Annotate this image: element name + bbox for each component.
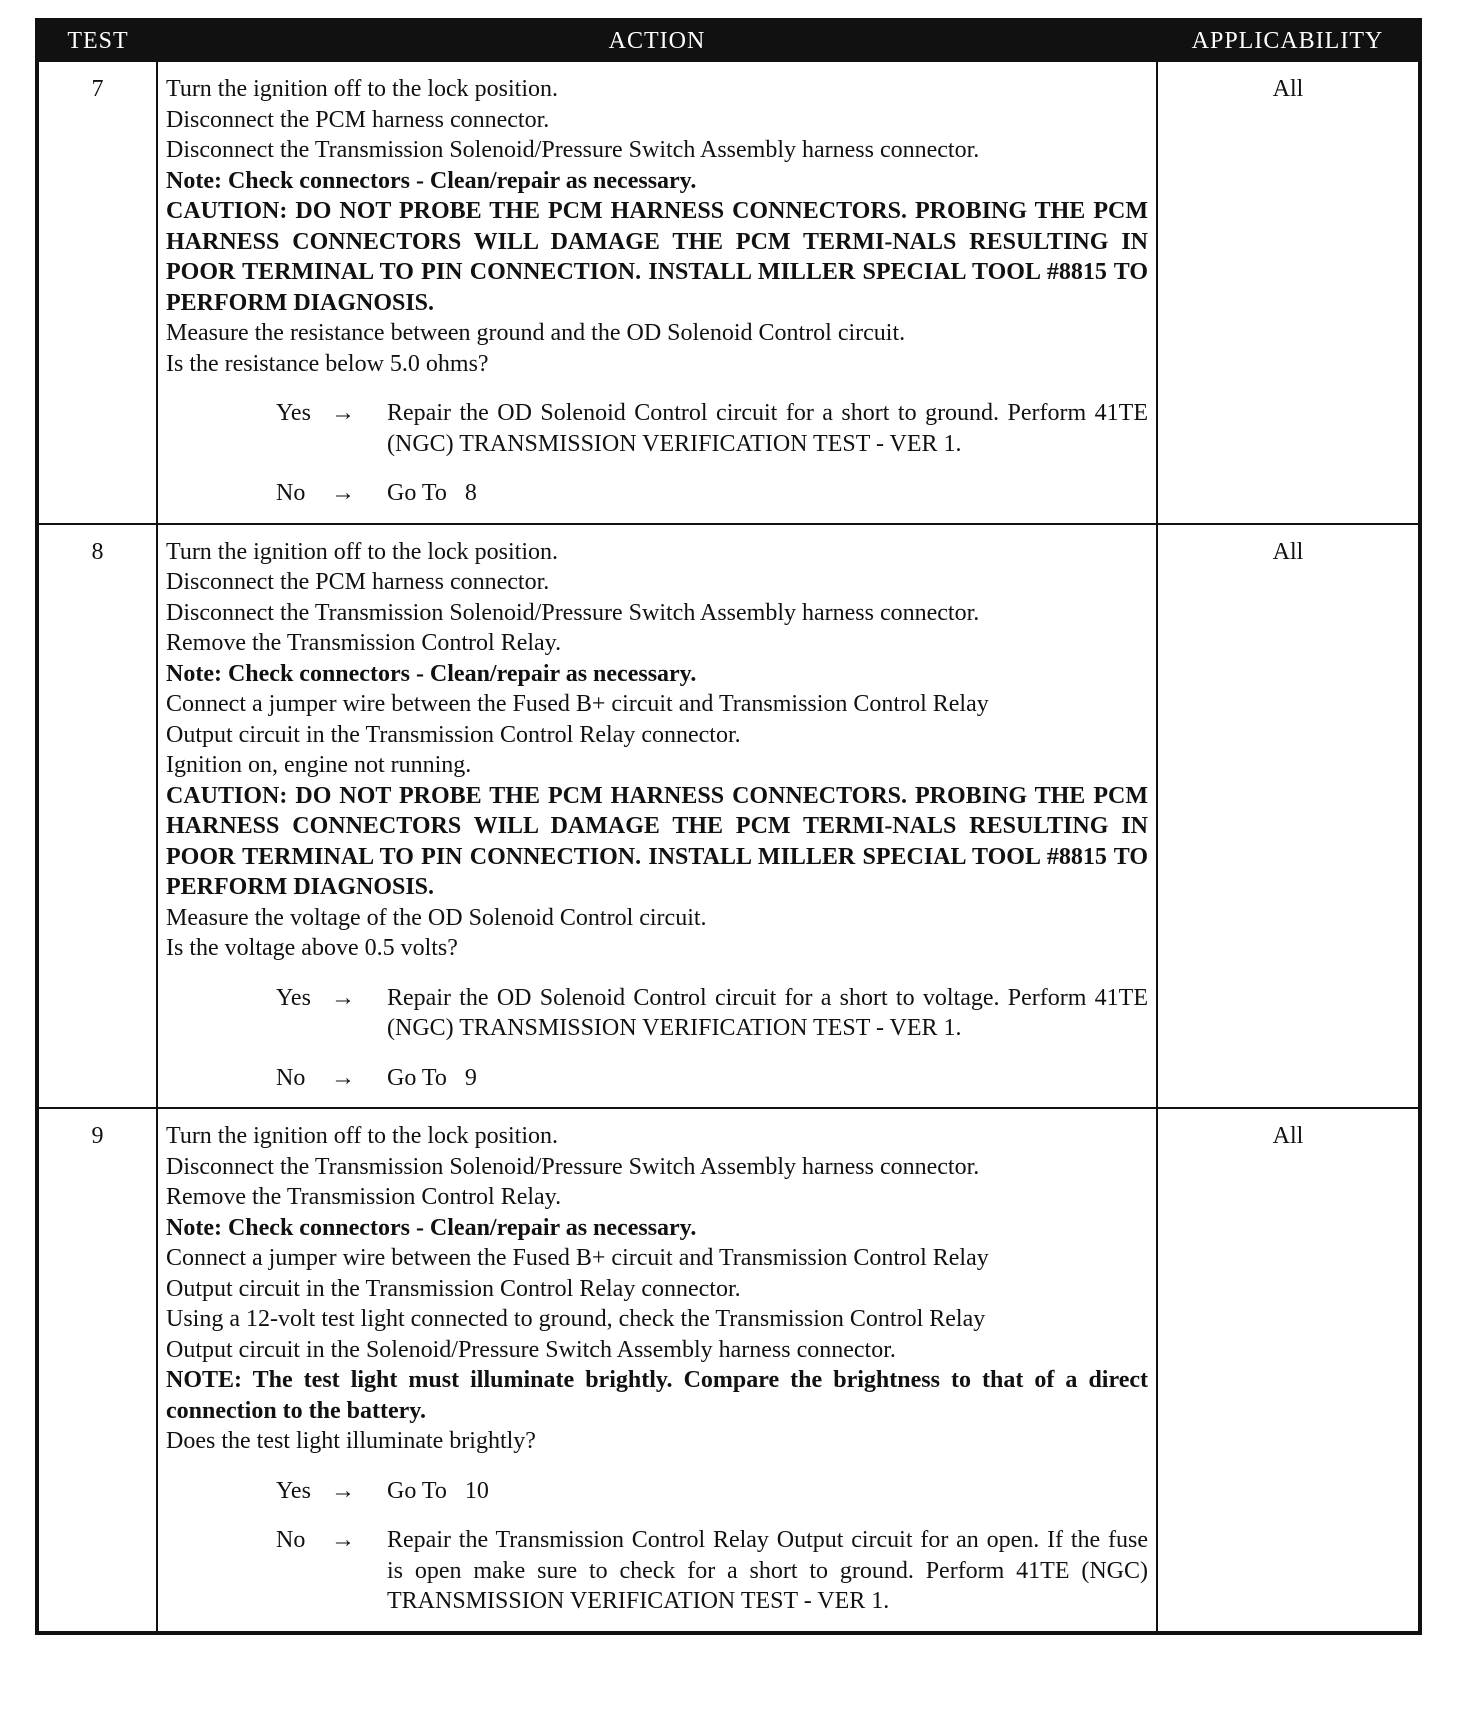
applicability-cell: All <box>1157 524 1420 1109</box>
yes-answer <box>166 983 1148 1044</box>
action-step: Disconnect the PCM harness connector. <box>166 106 550 133</box>
note-bold-text: NOTE: The test light must illuminate brightly. Compare the brightness to that of a direct connection to the battery. <box>166 1367 1148 1424</box>
no-text: Go To 9 <box>387 1064 477 1091</box>
note-text: Note: Check connectors - Clean/repair as necessary. <box>166 167 697 194</box>
question-text: Does the test light illuminate brightly? <box>166 1428 536 1454</box>
action-step: Turn the ignition off to the lock position. <box>166 1123 559 1149</box>
action-step: Disconnect the Transmission Solenoid/Pressure Switch Assembly harness connector. <box>166 137 980 163</box>
action-step: Connect a jumper wire between the Fused B+ circuit and Transmission Control Relay <box>166 691 989 717</box>
test-number: 7 <box>37 61 157 524</box>
action-step: Using a 12-volt test light connected to ground, check the Transmission Control Relay <box>166 1306 986 1332</box>
no-label: No <box>276 480 306 506</box>
action-step: Disconnect the PCM harness connector. <box>166 569 550 595</box>
table-header <box>37 20 1420 61</box>
yes-text: Go To 10 <box>387 1477 489 1504</box>
test-number: 9 <box>37 1108 157 1633</box>
action-step: Turn the ignition off to the lock position. <box>166 76 559 102</box>
note-text: Note: Check connectors - Clean/repair as necessary. <box>166 660 697 687</box>
action-step: Remove the Transmission Control Relay. <box>166 1184 562 1210</box>
arrow-icon: → <box>331 480 355 506</box>
no-answer <box>166 1525 1148 1617</box>
table-row <box>37 1108 1420 1633</box>
table-row <box>37 524 1420 1109</box>
header-test: TEST <box>37 20 157 61</box>
header-action: ACTION <box>157 20 1157 61</box>
action-cell <box>157 524 1157 1109</box>
applicability-cell: All <box>1157 1108 1420 1633</box>
test-number: 8 <box>37 524 157 1109</box>
action-step: Measure the resistance between ground and the OD Solenoid Control circuit. <box>166 320 906 346</box>
arrow-icon: → <box>331 984 355 1011</box>
yes-text: Repair the OD Solenoid Control circuit for a short to voltage. Perform 41TE (NGC) TRANSMISSION VERIFICATION TEST - VER 1. <box>387 984 1148 1041</box>
diagnostic-table <box>35 18 1422 1635</box>
action-step: Ignition on, engine not running. <box>166 752 472 778</box>
action-step: Connect a jumper wire between the Fused B+ circuit and Transmission Control Relay <box>166 1245 989 1271</box>
question-text: Is the resistance below 5.0 ohms? <box>166 350 489 377</box>
yes-answer <box>166 398 1148 459</box>
action-step: Measure the voltage of the OD Solenoid Control circuit. <box>166 904 707 931</box>
note-text: Note: Check connectors - Clean/repair as necessary. <box>166 1214 697 1241</box>
question-text: Is the voltage above 0.5 volts? <box>166 935 458 961</box>
action-step: Output circuit in the Transmission Control Relay connector. <box>166 1275 741 1302</box>
action-step: Disconnect the Transmission Solenoid/Pressure Switch Assembly harness connector. <box>166 599 980 626</box>
no-text: Go To 8 <box>387 480 477 506</box>
header-applicability: APPLICABILITY <box>1157 20 1420 61</box>
action-cell <box>157 1108 1157 1633</box>
no-answer <box>166 478 1148 509</box>
no-text: Repair the Transmission Control Relay Output circuit for an open. If the fuse is open make sure to check for a short to ground. Perform 41TE (NGC) TRANSMISSION VERIFICATION TEST - VER 1. <box>387 1527 1148 1614</box>
yes-text: Repair the OD Solenoid Control circuit for a short to ground. Perform 41TE (NGC) TRANSMISSION VERIFICATION TEST - VER 1. <box>387 400 1148 457</box>
yes-label: Yes <box>276 1477 311 1504</box>
yes-label: Yes <box>276 400 311 426</box>
action-step: Output circuit in the Transmission Control Relay connector. <box>166 721 741 748</box>
no-label: No <box>276 1064 306 1091</box>
table-row <box>37 61 1420 524</box>
no-answer <box>166 1063 1148 1094</box>
action-step: Remove the Transmission Control Relay. <box>166 630 562 656</box>
arrow-icon: → <box>331 1064 355 1091</box>
no-label: No <box>276 1527 306 1553</box>
applicability-cell: All <box>1157 61 1420 524</box>
caution-text: CAUTION: DO NOT PROBE THE PCM HARNESS CONNECTORS. PROBING THE PCM HARNESS CONNECTORS WILL DAMAGE THE PCM TERMI-NALS RESULTING IN POOR TERMINAL TO PIN CONNECTION. INSTALL MILLER SPECIAL TOOL #8815 TO PERFORM DIAGNOSIS. <box>166 782 1148 900</box>
arrow-icon: → <box>331 1527 355 1553</box>
yes-label: Yes <box>276 984 311 1011</box>
arrow-icon: → <box>331 1477 355 1504</box>
action-step: Disconnect the Transmission Solenoid/Pressure Switch Assembly harness connector. <box>166 1153 980 1180</box>
action-cell <box>157 61 1157 524</box>
yes-answer <box>166 1476 1148 1507</box>
action-step: Output circuit in the Solenoid/Pressure Switch Assembly harness connector. <box>166 1336 896 1363</box>
caution-text: CAUTION: DO NOT PROBE THE PCM HARNESS CONNECTORS. PROBING THE PCM HARNESS CONNECTORS WILL DAMAGE THE PCM TERMI-NALS RESULTING IN POOR TERMINAL TO PIN CONNECTION. INSTALL MILLER SPECIAL TOOL #8815 TO PERFORM DIAGNOSIS. <box>166 198 1148 316</box>
arrow-icon: → <box>331 400 355 426</box>
diagnostic-page <box>35 18 1418 1635</box>
action-step: Turn the ignition off to the lock position. <box>166 538 559 565</box>
